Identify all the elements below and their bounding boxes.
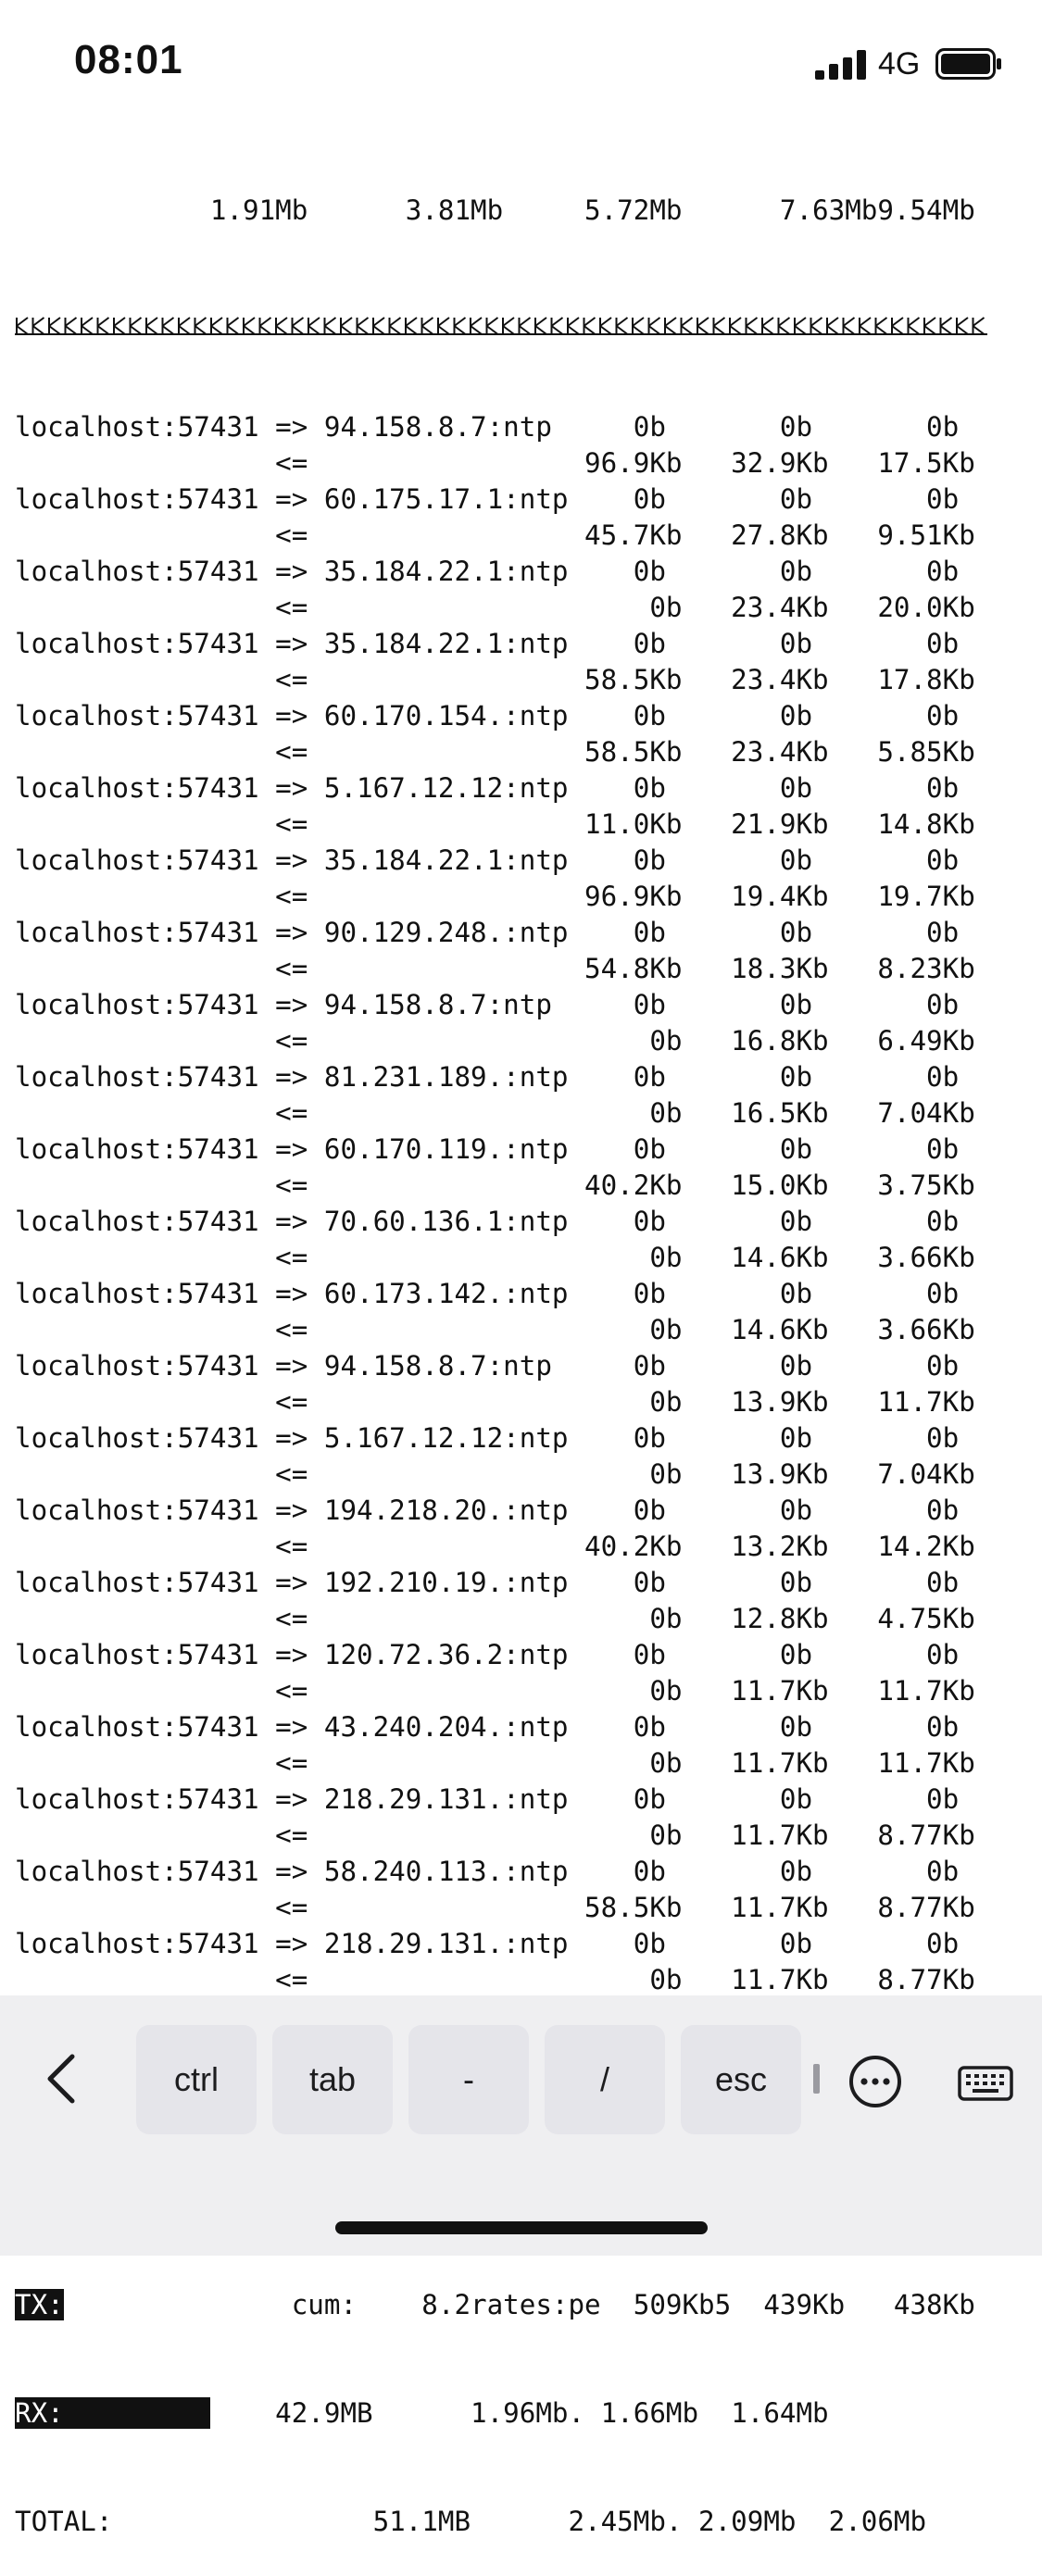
- total-row: TOTAL: 51.1MB 2.45Mb. 2.09Mb 2.06Mb: [15, 2506, 927, 2537]
- connection-row-outbound: localhost:57431 => 35.184.22.1:ntp 0b 0b 0b: [15, 628, 960, 659]
- connection-row-inbound: <= 0b 11.7Kb 11.7Kb: [15, 1675, 975, 1707]
- connection-row-inbound: <= 58.5Kb 23.4Kb 5.85Kb: [15, 736, 975, 768]
- cellular-signal-icon: [815, 50, 867, 80]
- connection-row-outbound: localhost:57431 => 70.60.136.1:ntp 0b 0b 0b: [15, 1206, 960, 1237]
- rx-values: 42.9MB 1.96Mb. 1.66Mb 1.64Mb: [209, 2397, 829, 2429]
- connection-row-outbound: localhost:57431 => 58.240.113.:ntp 0b 0b 0b: [15, 1856, 960, 1887]
- network-type: 4G: [878, 46, 921, 81]
- tx-label: TX:: [15, 2289, 64, 2320]
- ruler-glyph-line: [15, 314, 987, 336]
- home-indicator: [335, 2221, 708, 2234]
- connection-row-inbound: <= 58.5Kb 23.4Kb 17.8Kb: [15, 664, 975, 695]
- connection-row-inbound: <= 40.2Kb 15.0Kb 3.75Kb: [15, 1169, 975, 1201]
- connection-row-inbound: <= 11.0Kb 21.9Kb 14.8Kb: [15, 808, 975, 840]
- connection-row-outbound: localhost:57431 => 35.184.22.1:ntp 0b 0b 0b: [15, 556, 960, 587]
- keyboard-icon[interactable]: [958, 2060, 1013, 2105]
- connection-row-outbound: localhost:57431 => 194.218.20.:ntp 0b 0b 0b: [15, 1494, 960, 1526]
- connection-row-inbound: <= 40.2Kb 13.2Kb 14.2Kb: [15, 1531, 975, 1562]
- scroll-indicator: [813, 2064, 820, 2094]
- top-ruler: [15, 301, 1029, 337]
- connection-row-inbound: <= 0b 13.9Kb 11.7Kb: [15, 1386, 975, 1418]
- keyboard-toolbar: [0, 1995, 1042, 2256]
- connection-row-outbound: localhost:57431 => 60.175.17.1:ntp 0b 0b 0b: [15, 483, 960, 515]
- connection-row-inbound: <= 0b 23.4Kb 20.0Kb: [15, 592, 975, 623]
- connection-row-inbound: <= 0b 16.8Kb 6.49Kb: [15, 1025, 975, 1057]
- dash-key[interactable]: -: [408, 2025, 529, 2134]
- chevron-left-icon[interactable]: [41, 2051, 82, 2107]
- connection-row-outbound: localhost:57431 => 94.158.8.7:ntp 0b 0b 0b: [15, 989, 960, 1020]
- connection-row-inbound: <= 96.9Kb 19.4Kb 19.7Kb: [15, 881, 975, 912]
- status-time: 08:01: [74, 37, 183, 82]
- ctrl-key[interactable]: ctrl: [136, 2025, 257, 2134]
- connection-row-inbound: <= 0b 12.8Kb 4.75Kb: [15, 1603, 975, 1634]
- connection-row-outbound: localhost:57431 => 94.158.8.7:ntp 0b 0b 0b: [15, 1350, 960, 1382]
- connection-row-outbound: localhost:57431 => 192.210.19.:ntp 0b 0b 0b: [15, 1567, 960, 1598]
- connection-row-outbound: localhost:57431 => 5.167.12.12:ntp 0b 0b 0b: [15, 772, 960, 804]
- connection-row-outbound: localhost:57431 => 218.29.131.:ntp 0b 0b 0b: [15, 1928, 960, 1959]
- connection-row-outbound: localhost:57431 => 5.167.12.12:ntp 0b 0b 0b: [15, 1422, 960, 1454]
- connection-row-outbound: localhost:57431 => 43.240.204.:ntp 0b 0b 0b: [15, 1711, 960, 1743]
- tx-row: [15, 2287, 1029, 2323]
- rx-bar: [64, 2397, 210, 2429]
- connection-row-inbound: <= 96.9Kb 32.9Kb 17.5Kb: [15, 447, 975, 479]
- connection-row-inbound: <= 0b 16.5Kb 7.04Kb: [15, 1097, 975, 1129]
- connection-list: [15, 409, 1029, 1998]
- battery-icon: [935, 48, 1002, 80]
- connection-row-outbound: localhost:57431 => 94.158.8.7:ntp 0b 0b 0b: [15, 411, 960, 443]
- connection-row-inbound: <= 0b 14.6Kb 3.66Kb: [15, 1242, 975, 1273]
- connection-row-inbound: <= 45.7Kb 27.8Kb 9.51Kb: [15, 519, 975, 551]
- status-bar: [0, 0, 1042, 120]
- connection-row-outbound: localhost:57431 => 90.129.248.:ntp 0b 0b 0b: [15, 917, 960, 948]
- connection-row-outbound: localhost:57431 => 35.184.22.1:ntp 0b 0b 0b: [15, 844, 960, 876]
- connection-row-outbound: localhost:57431 => 60.170.119.:ntp 0b 0b 0b: [15, 1133, 960, 1165]
- slash-key[interactable]: /: [545, 2025, 665, 2134]
- rx-label: RX:: [15, 2397, 64, 2429]
- connection-row-outbound: localhost:57431 => 60.170.154.:ntp 0b 0b 0b: [15, 700, 960, 732]
- connection-row-outbound: localhost:57431 => 81.231.189.:ntp 0b 0b 0b: [15, 1061, 960, 1093]
- connection-row-inbound: <= 0b 11.7Kb 8.77Kb: [15, 1964, 975, 1995]
- connection-row-outbound: localhost:57431 => 218.29.131.:ntp 0b 0b 0b: [15, 1783, 960, 1815]
- tab-key[interactable]: tab: [272, 2025, 393, 2134]
- connection-row-inbound: <= 0b 13.9Kb 7.04Kb: [15, 1458, 975, 1490]
- connection-row-inbound: <= 58.5Kb 11.7Kb 8.77Kb: [15, 1892, 975, 1923]
- more-icon[interactable]: [848, 2055, 902, 2108]
- esc-key[interactable]: esc: [681, 2025, 801, 2134]
- connection-row-inbound: <= 0b 14.6Kb 3.66Kb: [15, 1314, 975, 1345]
- bandwidth-scale: 1.91Mb 3.81Mb 5.72Mb 7.63Mb9.54Mb: [15, 194, 975, 226]
- connection-row-outbound: localhost:57431 => 120.72.36.2:ntp 0b 0b 0b: [15, 1639, 960, 1670]
- connection-row-inbound: <= 54.8Kb 18.3Kb 8.23Kb: [15, 953, 975, 984]
- tx-values: cum: 8.2rates:pe 509Kb5 439Kb 438Kb: [63, 2289, 975, 2320]
- connection-row-inbound: <= 0b 11.7Kb 11.7Kb: [15, 1747, 975, 1779]
- connection-row-inbound: <= 0b 11.7Kb 8.77Kb: [15, 1819, 975, 1851]
- rx-row: [15, 2395, 1029, 2432]
- connection-row-outbound: localhost:57431 => 60.173.142.:ntp 0b 0b 0b: [15, 1278, 960, 1309]
